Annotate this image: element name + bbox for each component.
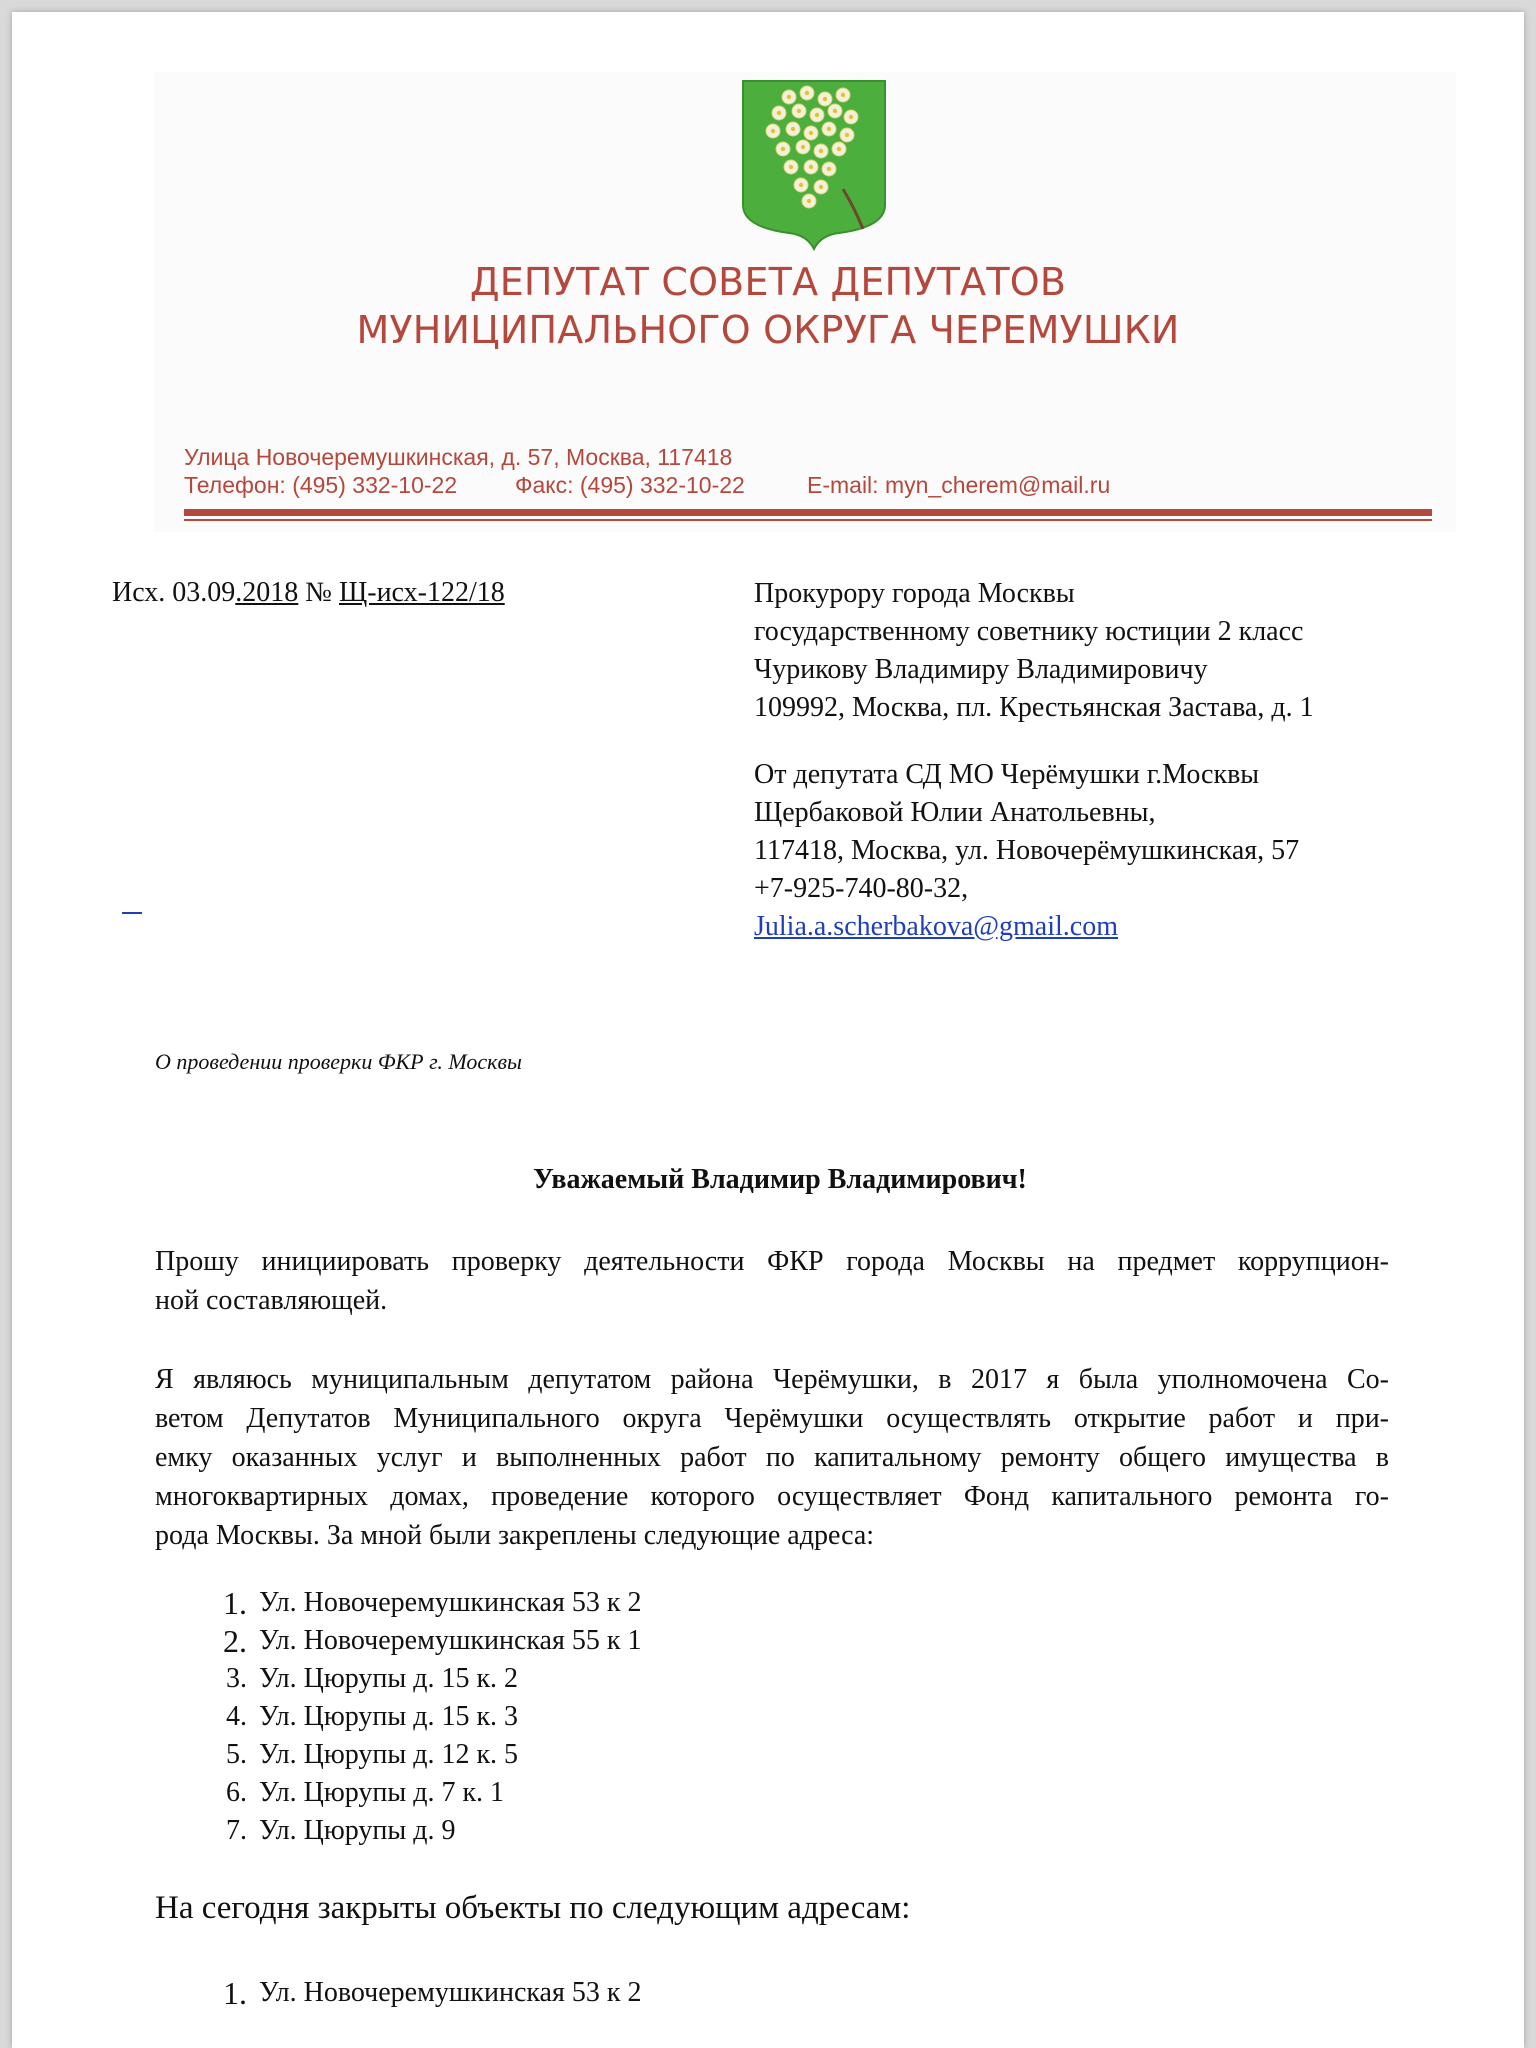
list-number: 6. xyxy=(226,1777,247,1808)
paragraph-line: многоквартирных домах, проведение которого осуществляет Фонд капитального ремонта го- xyxy=(155,1481,1389,1512)
list-number: 1. xyxy=(223,1585,247,1621)
list-item xyxy=(155,1812,456,1850)
closed-address-list xyxy=(155,1974,642,2012)
sender-line: Щербаковой Юлии Анатольевны, xyxy=(754,797,1156,828)
cherry-blossom-crest-icon xyxy=(739,77,889,252)
paragraph-request xyxy=(155,1242,1389,1320)
paragraph-background xyxy=(155,1360,1389,1555)
list-item xyxy=(155,1698,519,1736)
closed-objects-heading: На сегодня закрыты объекты по следующим адресам: xyxy=(155,1890,911,1926)
letterhead-fax: Факс: (495) 332-10-22 xyxy=(515,472,745,498)
list-number: 5. xyxy=(226,1739,247,1770)
letterhead-address: Улица Новочеремушкинская, д. 57, Москва, 117418 xyxy=(184,444,733,470)
list-number: 7. xyxy=(226,1815,247,1846)
letterhead-phone: Телефон: (495) 332-10-22 xyxy=(184,472,458,498)
list-item xyxy=(155,1660,519,1698)
list-item xyxy=(155,1974,642,2012)
paragraph-line: ной составляющей. xyxy=(155,1285,388,1316)
recipient-line: государственному советнику юстиции 2 класс xyxy=(754,616,1304,647)
paragraph-line: емку оказанных услуг и выполненных работ по капитальному ремонту общего имущества в xyxy=(155,1442,1389,1473)
list-number: 2. xyxy=(223,1623,247,1659)
letterhead-rule xyxy=(184,509,1432,516)
paragraph-line: ветом Депутатов Муниципального округа Черёмушки осуществлять открытие работ и при- xyxy=(155,1403,1389,1434)
sender-line: От депутата СД МО Черёмушки г.Москвы xyxy=(754,759,1260,790)
paragraph-line: Прошу инициировать проверку деятельности ФКР города Москвы на предмет коррупцион- xyxy=(155,1246,1389,1277)
ref-year: .2018 xyxy=(235,577,299,608)
recipient-line: 109992, Москва, пл. Крестьянская Застава, д. 1 xyxy=(754,692,1314,723)
list-text: Ул. Новочеремушкинская 53 к 2 xyxy=(259,1587,642,1618)
assigned-address-list xyxy=(155,1584,642,1850)
letter-subject: О проведении проверки ФКР г. Москвы xyxy=(155,1049,522,1074)
list-number: 1. xyxy=(223,1975,247,2011)
recipient-line: Чурикову Владимиру Владимировичу xyxy=(754,654,1208,685)
letterhead-title-line2: МУНИЦИПАЛЬНОГО ОКРУГА ЧЕРЕМУШКИ xyxy=(356,308,1180,352)
sender-email-link[interactable]: Julia.a.scherbakova@gmail.com xyxy=(754,911,1118,942)
ref-number: Щ-исх-122/18 xyxy=(339,577,505,608)
sender-line: +7-925-740-80-32, xyxy=(754,873,969,904)
sender-line: 117418, Москва, ул. Новочерёмушкинская, 57 xyxy=(754,835,1300,866)
list-number: 3. xyxy=(226,1663,247,1694)
recipient-block xyxy=(754,575,1314,727)
list-item xyxy=(155,1584,642,1622)
list-text: Ул. Цюрупы д. 7 к. 1 xyxy=(259,1777,505,1808)
salutation: Уважаемый Владимир Владимирович! xyxy=(533,1164,1027,1195)
paragraph-line: Я являюсь муниципальным депутатом района Черёмушки, в 2017 я была уполномочена Со- xyxy=(155,1364,1389,1395)
document-page xyxy=(12,12,1524,2048)
list-text: Ул. Цюрупы д. 12 к. 5 xyxy=(259,1739,519,1770)
stray-underline xyxy=(122,912,142,914)
letterhead-rule-thin xyxy=(184,519,1432,521)
list-text: Ул. Цюрупы д. 15 к. 3 xyxy=(259,1701,519,1732)
list-item xyxy=(155,1736,519,1774)
letterhead-email[interactable]: E-mail: myn_cherem@mail.ru xyxy=(807,472,1111,498)
sender-block xyxy=(754,756,1299,946)
outgoing-reference xyxy=(112,577,505,609)
list-text: Ул. Новочеремушкинская 55 к 1 xyxy=(259,1625,642,1656)
letterhead-title-line1: ДЕПУТАТ СОВЕТА ДЕПУТАТОВ xyxy=(469,260,1067,304)
list-number: 4. xyxy=(226,1701,247,1732)
paragraph-line: рода Москвы. За мной были закреплены следующие адреса: xyxy=(155,1520,875,1551)
list-text: Ул. Цюрупы д. 9 xyxy=(259,1815,456,1846)
recipient-line: Прокурору города Москвы xyxy=(754,578,1075,609)
list-text: Ул. Новочеремушкинская 53 к 2 xyxy=(259,1977,642,2008)
list-item xyxy=(155,1774,505,1812)
list-text: Ул. Цюрупы д. 15 к. 2 xyxy=(259,1663,519,1694)
ref-sep: № xyxy=(298,577,339,608)
ref-prefix: Исх. 03.09 xyxy=(112,577,236,608)
list-item xyxy=(155,1622,642,1660)
